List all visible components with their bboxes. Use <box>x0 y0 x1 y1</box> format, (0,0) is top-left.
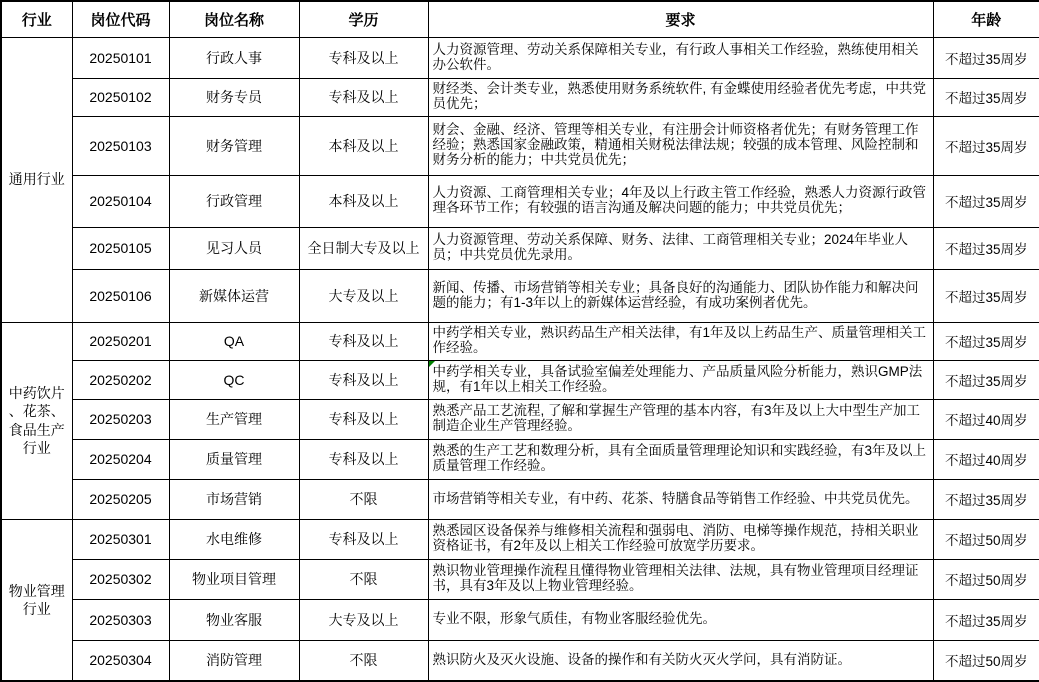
header-requirements: 要求 <box>428 1 933 37</box>
header-industry: 行业 <box>1 1 72 37</box>
requirements-cell <box>428 116 933 175</box>
age-cell: 不超过35周岁 <box>933 269 1039 322</box>
requirements-text: 熟识物业管理操作流程且懂得物业管理相关法律、法规，具有物业管理项目经理证书，具有3年及以上物业管理经验。 <box>432 563 919 593</box>
requirements-text: 熟识防火及灭火设施、设备的操作和有关防火灭火学问，具有消防证。 <box>432 651 851 667</box>
table-row <box>1 269 1039 322</box>
job-code-cell: 20250303 <box>72 599 169 640</box>
job-code-cell: 20250102 <box>72 78 169 116</box>
age-cell: 不超过40周岁 <box>933 399 1039 439</box>
age-cell: 不超过50周岁 <box>933 519 1039 559</box>
job-title-cell: 消防管理 <box>169 640 299 681</box>
requirements-cell <box>428 399 933 439</box>
job-title-cell: 行政管理 <box>169 175 299 227</box>
job-title-cell: 质量管理 <box>169 439 299 479</box>
job-code-cell: 20250204 <box>72 439 169 479</box>
age-cell: 不超过35周岁 <box>933 78 1039 116</box>
requirements-cell <box>428 175 933 227</box>
age-cell: 不超过35周岁 <box>933 599 1039 640</box>
table-row <box>1 78 1039 116</box>
job-code-cell: 20250302 <box>72 559 169 599</box>
table-row <box>1 479 1039 519</box>
education-cell: 大专及以上 <box>299 269 428 322</box>
requirements-text: 人力资源管理、劳动关系保障相关专业，有行政人事相关工作经验，熟练使用相关办公软件。 <box>432 41 919 72</box>
header-age: 年龄 <box>933 1 1039 37</box>
age-cell: 不超过35周岁 <box>933 175 1039 227</box>
industry-group-cell: 通用行业 <box>1 37 72 322</box>
requirements-cell <box>428 37 933 78</box>
table-row <box>1 399 1039 439</box>
education-cell: 不限 <box>299 640 428 681</box>
header-job-code: 岗位代码 <box>72 1 169 37</box>
requirements-cell <box>428 599 933 640</box>
education-cell: 专科及以上 <box>299 37 428 78</box>
job-title-cell: 新媒体运营 <box>169 269 299 322</box>
age-cell: 不超过50周岁 <box>933 559 1039 599</box>
age-cell: 不超过50周岁 <box>933 640 1039 681</box>
table-row <box>1 599 1039 640</box>
job-title-cell: QA <box>169 322 299 360</box>
job-code-cell: 20250202 <box>72 360 169 399</box>
requirements-text: 人力资源管理、劳动关系保障、财务、法律、工商管理相关专业；2024年毕业人员；中共党员优先录用。 <box>432 232 909 262</box>
requirements-text: 中药学相关专业，熟识药品生产相关法律，有1年及以上药品生产、质量管理相关工作经验。 <box>432 325 927 355</box>
requirements-cell <box>428 479 933 519</box>
requirements-cell <box>428 519 933 559</box>
education-cell: 专科及以上 <box>299 399 428 439</box>
education-cell: 专科及以上 <box>299 322 428 360</box>
requirements-cell <box>428 227 933 269</box>
table-row <box>1 322 1039 360</box>
cell-error-marker-icon <box>429 361 435 367</box>
job-table-body <box>1 37 1039 681</box>
header-education: 学历 <box>299 1 428 37</box>
age-cell: 不超过35周岁 <box>933 322 1039 360</box>
job-code-cell: 20250201 <box>72 322 169 360</box>
education-cell: 本科及以上 <box>299 175 428 227</box>
requirements-text: 专业不限，形象气质佳，有物业客服经验优先。 <box>432 611 716 627</box>
job-title-cell: 物业项目管理 <box>169 559 299 599</box>
job-title-cell: 行政人事 <box>169 37 299 78</box>
header-row <box>1 1 1039 37</box>
education-cell: 大专及以上 <box>299 599 428 640</box>
job-code-cell: 20250304 <box>72 640 169 681</box>
table-row <box>1 559 1039 599</box>
table-row <box>1 439 1039 479</box>
table-row <box>1 640 1039 681</box>
job-code-cell: 20250203 <box>72 399 169 439</box>
requirements-cell <box>428 360 933 399</box>
table-row <box>1 116 1039 175</box>
requirements-text: 人力资源、工商管理相关专业；4年及以上行政主管工作经验，熟悉人力资源行政管理各环节工作；有较强的语言沟通及解决问题的能力；中共党员优先； <box>432 185 927 215</box>
job-title-cell: 财务管理 <box>169 116 299 175</box>
job-code-cell: 20250205 <box>72 479 169 519</box>
requirements-text: 熟悉产品工艺流程, 了解和掌握生产管理的基本内容，有3年及以上大中型生产加工制造企业生产管理经验。 <box>432 403 921 433</box>
requirements-cell <box>428 439 933 479</box>
job-code-cell: 20250101 <box>72 37 169 78</box>
table-row <box>1 175 1039 227</box>
table-row <box>1 360 1039 399</box>
table-row <box>1 227 1039 269</box>
requirements-cell <box>428 322 933 360</box>
job-title-cell: 物业客服 <box>169 599 299 640</box>
job-title-cell: 财务专员 <box>169 78 299 116</box>
industry-group-cell: 中药饮片、花茶、食品生产行业 <box>1 322 72 519</box>
requirements-text: 市场营销等相关专业，有中药、花茶、特膳食品等销售工作经验、中共党员优先。 <box>432 490 919 506</box>
requirements-cell <box>428 640 933 681</box>
industry-group-cell: 物业管理行业 <box>1 519 72 681</box>
requirements-text: 熟悉的生产工艺和数理分析，具有全面质量管理理论知识和实践经验，有3年及以上质量管理工作经验。 <box>432 443 927 473</box>
table-row <box>1 37 1039 78</box>
header-job-title: 岗位名称 <box>169 1 299 37</box>
job-code-cell: 20250103 <box>72 116 169 175</box>
requirements-cell <box>428 269 933 322</box>
education-cell: 专科及以上 <box>299 360 428 399</box>
requirements-text: 财经类、会计类专业，熟悉使用财务系统软件, 有金蝶使用经验者优先考虑，中共党员优先； <box>432 81 927 111</box>
requirements-cell <box>428 559 933 599</box>
education-cell: 专科及以上 <box>299 519 428 559</box>
age-cell: 不超过35周岁 <box>933 360 1039 399</box>
education-cell: 专科及以上 <box>299 439 428 479</box>
education-cell: 不限 <box>299 559 428 599</box>
job-title-cell: 见习人员 <box>169 227 299 269</box>
job-code-cell: 20250104 <box>72 175 169 227</box>
age-cell: 不超过35周岁 <box>933 479 1039 519</box>
education-cell: 不限 <box>299 479 428 519</box>
job-title-cell: 市场营销 <box>169 479 299 519</box>
education-cell: 本科及以上 <box>299 116 428 175</box>
requirements-text: 财会、金融、经济、管理等相关专业，有注册会计师资格者优先；有财务管理工作经验；熟悉国家金融政策，精通相关财税法律法规；较强的成本管理、风险控制和财务分析的能力；中共党员优先； <box>432 122 919 167</box>
requirements-text: 新闻、传播、市场营销等相关专业；具备良好的沟通能力、团队协作能力和解决问题的能力；有1-3年以上的新媒体运营经验，有成功案例者优先。 <box>432 279 919 310</box>
requirements-text: 熟悉园区设备保养与维修相关流程和强弱电、消防、电梯等操作规范，持相关职业资格证书，有2年及以上相关工作经验可放宽学历要求。 <box>432 523 919 553</box>
age-cell: 不超过35周岁 <box>933 116 1039 175</box>
job-code-cell: 20250105 <box>72 227 169 269</box>
job-title-cell: QC <box>169 360 299 399</box>
age-cell: 不超过35周岁 <box>933 37 1039 78</box>
requirements-text: 中药学相关专业，具备试验室偏差处理能力、产品质量风险分析能力，熟识GMP法规，有1年以上相关工作经验。 <box>432 363 923 394</box>
age-cell: 不超过35周岁 <box>933 227 1039 269</box>
age-cell: 不超过40周岁 <box>933 439 1039 479</box>
job-code-cell: 20250301 <box>72 519 169 559</box>
job-code-cell: 20250106 <box>72 269 169 322</box>
requirements-cell <box>428 78 933 116</box>
education-cell: 全日制大专及以上 <box>299 227 428 269</box>
education-cell: 专科及以上 <box>299 78 428 116</box>
job-title-cell: 生产管理 <box>169 399 299 439</box>
job-title-cell: 水电维修 <box>169 519 299 559</box>
table-row <box>1 519 1039 559</box>
